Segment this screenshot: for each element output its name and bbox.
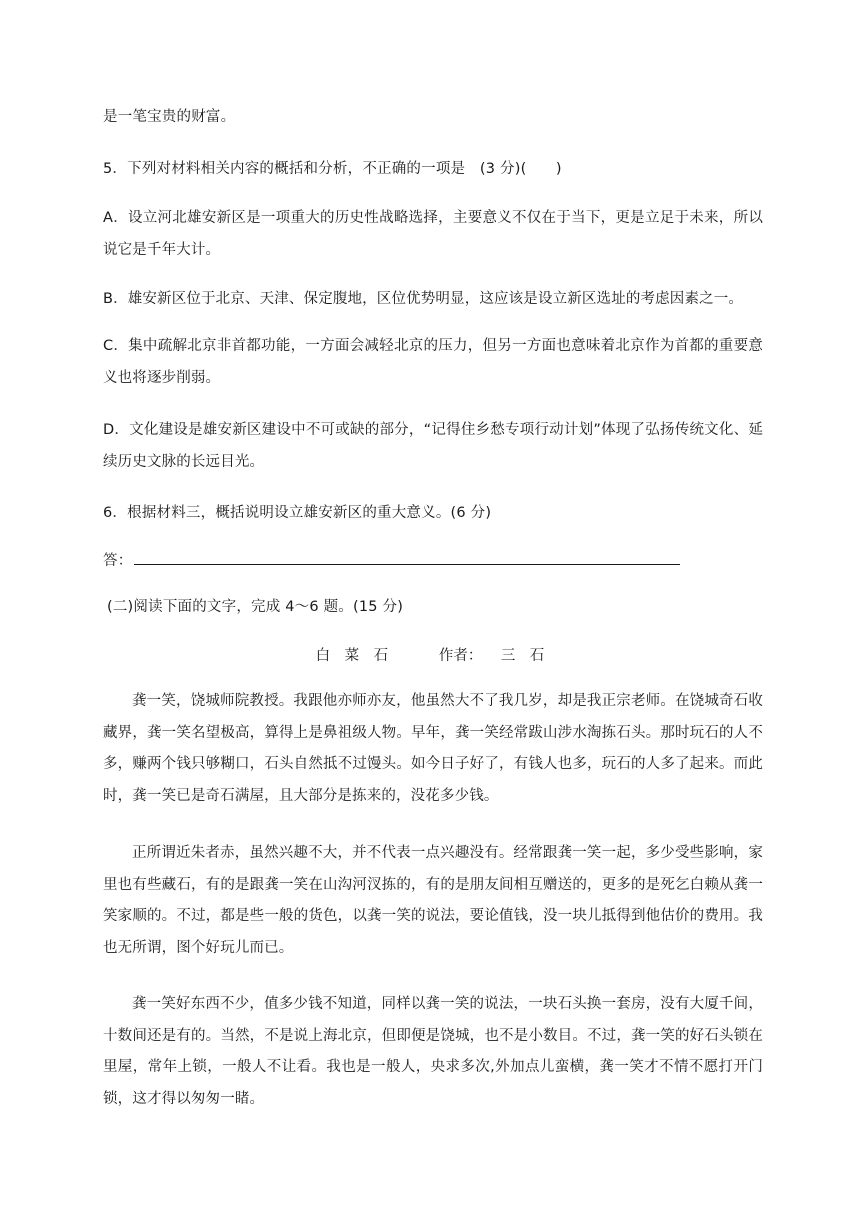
question-5-option-a: A．设立河北雄安新区是一项重大的历史性战略选择，主要意义不仅在于当下，更是立足于未来，所以说它是千年大计。	[103, 210, 763, 258]
story-paragraph-1: 龚一笑，饶城师院教授。我跟他亦师亦友，他虽然大不了我几岁，却是我正宗老师。在饶城奇石收藏界，龚一笑名望极高，算得上是鼻祖级人物。早年，龚一笑经常跋山涉水淘拣石头。那时玩石的人不多，赚两个钱只够糊口，石头自然抵不过馒头。如今日子好了，有钱人也多，玩石的人多了起来。而此时，龚一笑已是奇石满屋，且大部分是拣来的，没花多少钱。	[103, 693, 763, 804]
author-name: 三 石	[500, 648, 545, 664]
intro-tail-text: 是一笔宝贵的财富。	[103, 109, 236, 125]
question-5-option-d: D．文化建设是雄安新区建设中不可或缺的部分，“记得住乡愁专项行动计划”体现了弘扬传统文化、延续历史文脉的长远目光。	[103, 422, 763, 470]
story-paragraph-2: 正所谓近朱者赤，虽然兴趣不大，并不代表一点兴趣没有。经常跟龚一笑一起，多少受些影响，家里也有些藏石，有的是跟龚一笑在山沟河汊拣的，有的是朋友间相互赠送的，更多的是死乞白赖从龚一笑家顺的。不过，都是些一般的货色，以龚一笑的说法，要论值钱，没一块儿抵得到他估价的费用。我也无所谓，图个好玩儿而已。	[103, 845, 763, 956]
story-paragraph-3: 龚一笑好东西不少，值多少钱不知道，同样以龚一笑的说法，一块石头换一套房，没有大厦千间，十数间还是有的。当然，不是说上海北京，但即便是饶城，也不是小数目。不过，龚一笑的好石头锁在里屋，常年上锁，一般人不让看。我也是一般人，央求多次,外加点儿蛮横，龚一笑才不情不愿打开门锁，这才得以匆匆一睹。	[103, 996, 763, 1107]
question-5-option-b: B．雄安新区位于北京、天津、保定腹地，区位优势明显，这应该是设立新区选址的考虑因素之一。	[103, 291, 744, 307]
answer-blank-line[interactable]	[134, 550, 680, 565]
question-5-stem: 5．下列对材料相关内容的概括和分析，不正确的一项是 (3 分)( )	[103, 161, 562, 177]
question-6-answer	[103, 550, 680, 571]
story-title: 白 菜 石	[315, 648, 389, 664]
section-2-heading: (二)阅读下面的文字，完成 4～6 题。(15 分)	[107, 599, 404, 615]
author-label: 作者：	[438, 648, 483, 664]
question-5-option-c: C．集中疏解北京非首都功能，一方面会减轻北京的压力，但另一方面也意味着北京作为首都的重要意义也将逐步削弱。	[103, 338, 763, 386]
question-6-stem: 6．根据材料三，概括说明设立雄安新区的重大意义。(6 分)	[103, 505, 492, 521]
story-title-row	[0, 646, 860, 666]
answer-label: 答：	[103, 553, 133, 569]
